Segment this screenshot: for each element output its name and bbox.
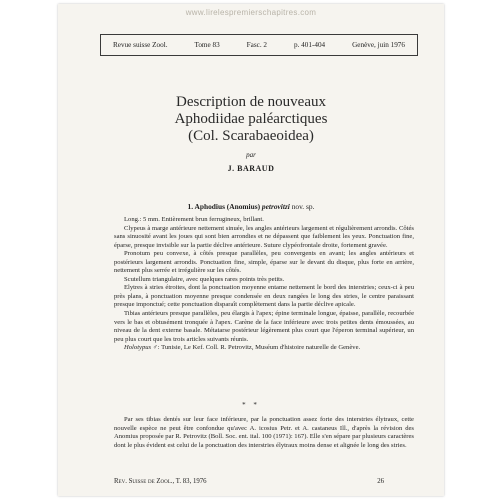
discussion-body <box>114 416 414 450</box>
paragraph-scutellum: Scutellum triangulaire, avec quelques rares points très petits. <box>124 275 285 283</box>
author-name: J. BARAUD <box>227 164 275 173</box>
watermark: www.lirelespremierschapitres.com <box>185 8 317 17</box>
holotype-label: Holotypus <box>124 344 152 352</box>
journal-place-date: Genève, juin 1976 <box>352 41 405 49</box>
holotype-text: ♂: Tunisie, Le Kef. Coll. R. Petrovitz, Muséum d'histoire naturelle de Genève. <box>151 344 361 352</box>
journal-tome: Tome 83 <box>194 41 220 49</box>
byline-par: par <box>246 151 256 159</box>
title-line-1: Description de nouveaux <box>176 94 326 110</box>
species-genus: Aphodius (Anomius) <box>194 202 261 211</box>
paragraph-tibias: Tibias antérieurs presque parallèles, peu élargis à l'apex; épine terminale longue, épaisse, parallèle, recourbée vers le bas et obtusément tronquée à l'apex. Carène de la face inférieure avec trois petites dents émoussées, au niveau de la dent externe basale. Métatarse postérieur légèrement plus court que l'éperon terminal supérieur, un peu plus court que les trois articles suivants réunis. <box>114 310 414 343</box>
paragraph-holotype <box>114 344 414 353</box>
paragraph-clypeus: Clypeus à marge antérieure nettement sinuée, les angles antérieurs largement et régulièrement arrondis. Côtés sans sinuosité avant les joues qui sont bien arrondies et ne dépassent que faiblement les yeux. Ponctuation fine, éparse, presque invisible sur la partie déclive antérieure. Suture clypéofrontale droite, fortement gravée. <box>114 224 414 249</box>
species-heading <box>58 202 444 211</box>
species-number: 1. <box>187 202 194 211</box>
paragraph-pronotum: Pronotum peu convexe, à côtés presque parallèles, peu convergents en avant; les angles antérieurs et postérieurs largement arrondis. Ponctuation fine, simple, éparse sur le devant du disque, plus forte en arrière, nettement plus serrée et irrégulière sur les côtés. <box>114 250 414 275</box>
species-status: nov. sp. <box>291 202 315 211</box>
journal-fasc: Fasc. 2 <box>246 41 268 49</box>
paragraph-discussion: Par ses tibias dentés sur leur face inférieure, par la ponctuation assez forte des interstries élytraux, cette nouvelle espèce ne peut être confondue qu'avec A. icosius Petr. et A. castaneus Ill., d'après la révision des Anomius proposée par R. Petrovitz (Boll. Soc. ent. ital. 100 (1971): 167). Elle s'en sépare par plusieurs caractères dont le plus évident est celui de la ponctuation des interstries élytraux moins dense et alignée le long des stries. <box>114 416 414 449</box>
section-separator: * * <box>242 401 260 409</box>
page-footer <box>114 478 384 485</box>
title-line-2: Aphodiidae paléarctiques <box>174 111 328 127</box>
journal-pages: p. 401-404 <box>293 41 326 49</box>
article-title <box>58 94 444 145</box>
paper-page <box>58 4 444 496</box>
footer-journal: Rev. Suisse de Zool., T. 83, 1976 <box>114 478 207 485</box>
footer-page-number: 26 <box>377 478 384 485</box>
paragraph-length: Long.: 5 mm. Entièrement brun ferrugineux, brillant. <box>124 216 264 223</box>
journal-name: Revue suisse Zool. <box>113 41 168 49</box>
description-body <box>114 216 414 353</box>
species-epithet: petrovitzi <box>261 202 290 211</box>
title-line-3: (Col. Scarabaeoidea) <box>188 128 314 144</box>
paragraph-elytres: Elytres à stries étroites, dont la ponctuation moyenne entame nettement le bord des interstries; ceux-ci à peu près plans, à ponctuation moyenne presque condensée en deux rangées le long des stries, le centre paraissant presque imponctué; cette ponctuation disparaît complètement dans la partie déclive apicale. <box>114 284 414 309</box>
journal-header-box <box>100 34 418 56</box>
